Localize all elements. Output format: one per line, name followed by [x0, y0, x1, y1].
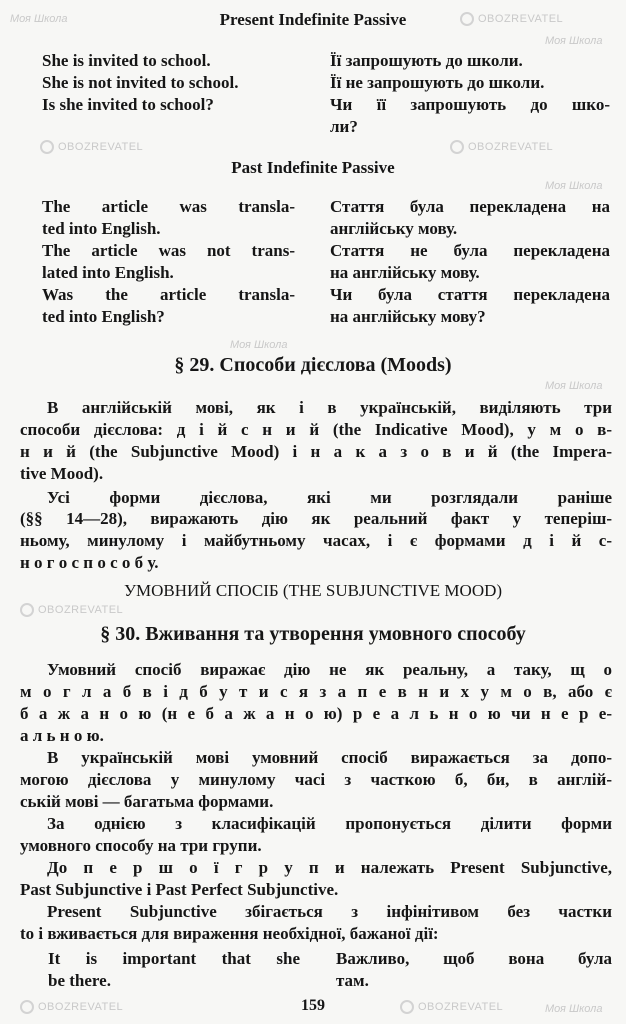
paragraph-line: умовного способу на три групи.: [20, 836, 262, 855]
watermark-logo: Моя Школа: [545, 35, 603, 47]
watermark-logo: OBOZREVATEL: [460, 12, 563, 26]
paragraph-line: н о г о с п о с о б у.: [20, 553, 159, 572]
section-heading: § 30. Вживання та утворення умовного способу: [100, 623, 526, 645]
example-en: Is she invited to school?: [42, 95, 214, 114]
section-heading: § 29. Способи дієслова (Moods): [174, 354, 452, 376]
paragraph-line: В українській мові умовний спосіб виражається за допо-: [47, 748, 612, 767]
example-en: ted into English.: [42, 219, 161, 238]
chapter-title: УМОВНИЙ СПОСІБ (THE SUBJUNCTIVE MOOD): [123, 581, 503, 600]
paragraph-line: м о г л а б в і д б у т и с я з а п е в н и х у м о в, або є: [20, 682, 612, 701]
section-heading: Past Indefinite Passive: [231, 158, 395, 177]
example-uk: Стаття була перекладена на: [330, 197, 610, 216]
paragraph-line: б а ж а н о ю (н е б а ж а н о ю) р е а л ь н о ю чи н е р е-: [20, 704, 612, 723]
example-uk: Чи була стаття перекладена: [330, 285, 610, 304]
example-en: The article was not trans-: [42, 241, 295, 260]
watermark-logo: Моя Школа: [230, 339, 288, 351]
example-uk: Її не запрошують до школи.: [330, 73, 545, 92]
paragraph-line: tive Mood).: [20, 464, 104, 483]
paragraph-line: До п е р ш о ї г р у п и належать Present Subjunctive,: [47, 858, 612, 877]
example-en: She is invited to school.: [42, 51, 211, 70]
section-heading: Present Indefinite Passive: [219, 10, 407, 29]
watermark-logo: Моя Школа: [10, 13, 68, 25]
paragraph-line: Усі форми дієслова, які ми розглядали раніше: [47, 488, 612, 507]
paragraph-line: Умовний спосіб виражає дію не як реальну, а таку, щ о: [47, 660, 612, 679]
example-en: She is not invited to school.: [42, 73, 239, 92]
example-uk: Її запрошують до школи.: [330, 51, 523, 70]
watermark-logo: OBOZREVATEL: [450, 140, 553, 154]
example-uk: Стаття не була перекладена: [330, 241, 610, 260]
paragraph-line: to і вживається для вираження необхідної, бажаної дії:: [20, 924, 439, 943]
example-uk: на англійську мову.: [330, 263, 480, 282]
example-en: It is important that she: [48, 949, 300, 968]
example-uk: Чи її запрошують до шко-: [330, 95, 610, 114]
example-uk: ли?: [330, 117, 358, 136]
example-uk: там.: [336, 971, 369, 990]
watermark-logo: Моя Школа: [545, 180, 603, 192]
example-uk: англійську мову.: [330, 219, 458, 238]
paragraph-line: а л ь н о ю.: [20, 726, 104, 745]
paragraph-line: способи дієслова: д і й с н и й (the Indicative Mood), у м о в-: [20, 420, 612, 439]
paragraph-line: В англійській мові, як і в українській, виділяють три: [47, 398, 612, 417]
watermark-logo: Моя Школа: [545, 380, 603, 392]
example-en: lated into English.: [42, 263, 174, 282]
example-uk: на англійську мову?: [330, 307, 486, 326]
paragraph-line: ньому, минулому і майбутньому часах, і є формами д і й с-: [20, 531, 612, 550]
example-en: Was the article transla-: [42, 285, 295, 304]
paragraph-line: За однією з класифікацій пропонується ділити форми: [47, 814, 612, 833]
watermark-logo: OBOZREVATEL: [400, 1000, 503, 1014]
page-number: 159: [301, 997, 325, 1014]
paragraph-line: Past Subjunctive і Past Perfect Subjunctive.: [20, 880, 339, 899]
paragraph-line: (§§ 14—28), виражають дію як реальний факт у теперіш-: [20, 509, 612, 528]
example-uk: Важливо, щоб вона була: [336, 949, 612, 968]
paragraph-line: могою дієслова у минулому часі з часткою б, би, в англій-: [20, 770, 612, 789]
watermark-logo: OBOZREVATEL: [20, 603, 123, 617]
watermark-logo: OBOZREVATEL: [40, 140, 143, 154]
paragraph-line: н и й (the Subjunctive Mood) і н а к а з о в и й (the Impera-: [20, 442, 612, 461]
watermark-logo: Моя Школа: [545, 1003, 603, 1015]
example-en: The article was transla-: [42, 197, 295, 216]
watermark-logo: OBOZREVATEL: [20, 1000, 123, 1014]
paragraph-line: ській мові — багатьма формами.: [20, 792, 274, 811]
example-en: be there.: [48, 971, 111, 990]
example-en: ted into English?: [42, 307, 165, 326]
paragraph-line: Present Subjunctive збігається з інфінітивом без частки: [47, 902, 612, 921]
